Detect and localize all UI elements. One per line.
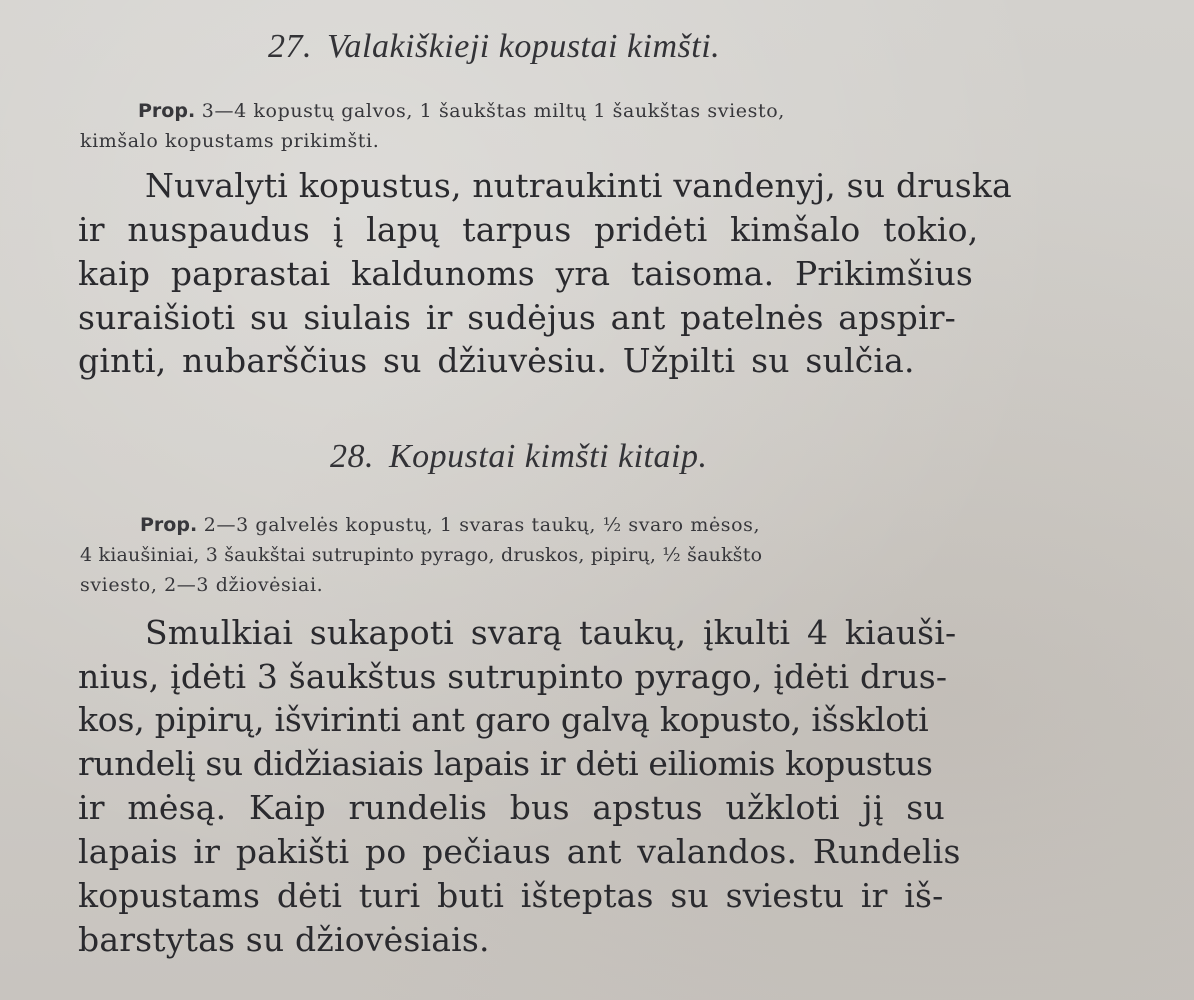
recipe-28-instructions-line-2: nius, įdėti 3 šaukštus sutrupinto pyrago, įdėti drus- <box>78 657 948 696</box>
recipe-28-instructions-line-4: rundelį su didžiasiais lapais ir dėti eiliomis kopustus <box>78 744 933 783</box>
recipe-27-title: Valakiškieji kopustai kimšti. <box>327 28 721 65</box>
recipe-27-instructions-line-4: suraišioti su siulais ir sudėjus ant patelnės apspir- <box>78 298 957 337</box>
recipe-27-heading <box>268 28 720 66</box>
recipe-27-ingredients-text-1: 3—4 kopustų galvos, 1 šaukštas miltų 1 šaukštas sviesto, <box>195 100 785 122</box>
recipe-28-instructions-line-7: kopustams dėti turi buti išteptas su sviestu ir iš- <box>78 876 944 915</box>
recipe-28-prop-label: Prop. <box>140 514 198 536</box>
recipe-27-number: 27. <box>268 28 312 65</box>
recipe-27-prop-label: Prop. <box>138 100 196 122</box>
recipe-28-ingredients-line-2: 4 kiaušiniai, 3 šaukštai sutrupinto pyrago, druskos, pipirų, ½ šaukšto <box>80 544 763 566</box>
recipe-27-instructions-line-1: Nuvalyti kopustus, nutraukinti vandenyj, su druska <box>145 166 1012 205</box>
recipe-28-instructions-line-1: Smulkiai sukapoti svarą taukų, įkulti 4 kiauši- <box>145 613 957 652</box>
recipe-28-instructions-line-6: lapais ir pakišti po pečiaus ant valandos. Rundelis <box>78 832 961 871</box>
recipe-28-ingredients-text-1: 2—3 galvelės kopustų, 1 svaras taukų, ½ svaro mėsos, <box>197 514 761 536</box>
recipe-28-instructions-line-8: barstytas su džiovėsiais. <box>78 920 490 959</box>
recipe-28-ingredients-line-3: sviesto, 2—3 džiovėsiai. <box>80 574 324 596</box>
recipe-28-number: 28. <box>330 438 374 475</box>
recipe-27-instructions-line-3: kaip paprastai kaldunoms yra taisoma. Prikimšius <box>78 254 974 293</box>
recipe-28-instructions-line-5: ir mėsą. Kaip rundelis bus apstus užkloti jį su <box>78 788 945 827</box>
recipe-27-instructions-line-5: ginti, nubarščius su džiuvėsiu. Užpilti su sulčia. <box>78 341 915 380</box>
recipe-27-ingredients-line-1 <box>138 100 785 122</box>
recipe-27-instructions-line-2: ir nuspaudus į lapų tarpus pridėti kimšalo tokio, <box>78 210 979 249</box>
recipe-28-instructions-line-3: kos, pipirų, išvirinti ant garo galvą kopusto, išskloti <box>78 700 929 739</box>
recipe-28-ingredients-line-1 <box>140 514 760 536</box>
recipe-27-ingredients-line-2: kimšalo kopustams prikimšti. <box>80 130 380 152</box>
recipe-28-heading <box>330 438 707 476</box>
recipe-28-title: Kopustai kimšti kitaip. <box>389 438 708 475</box>
